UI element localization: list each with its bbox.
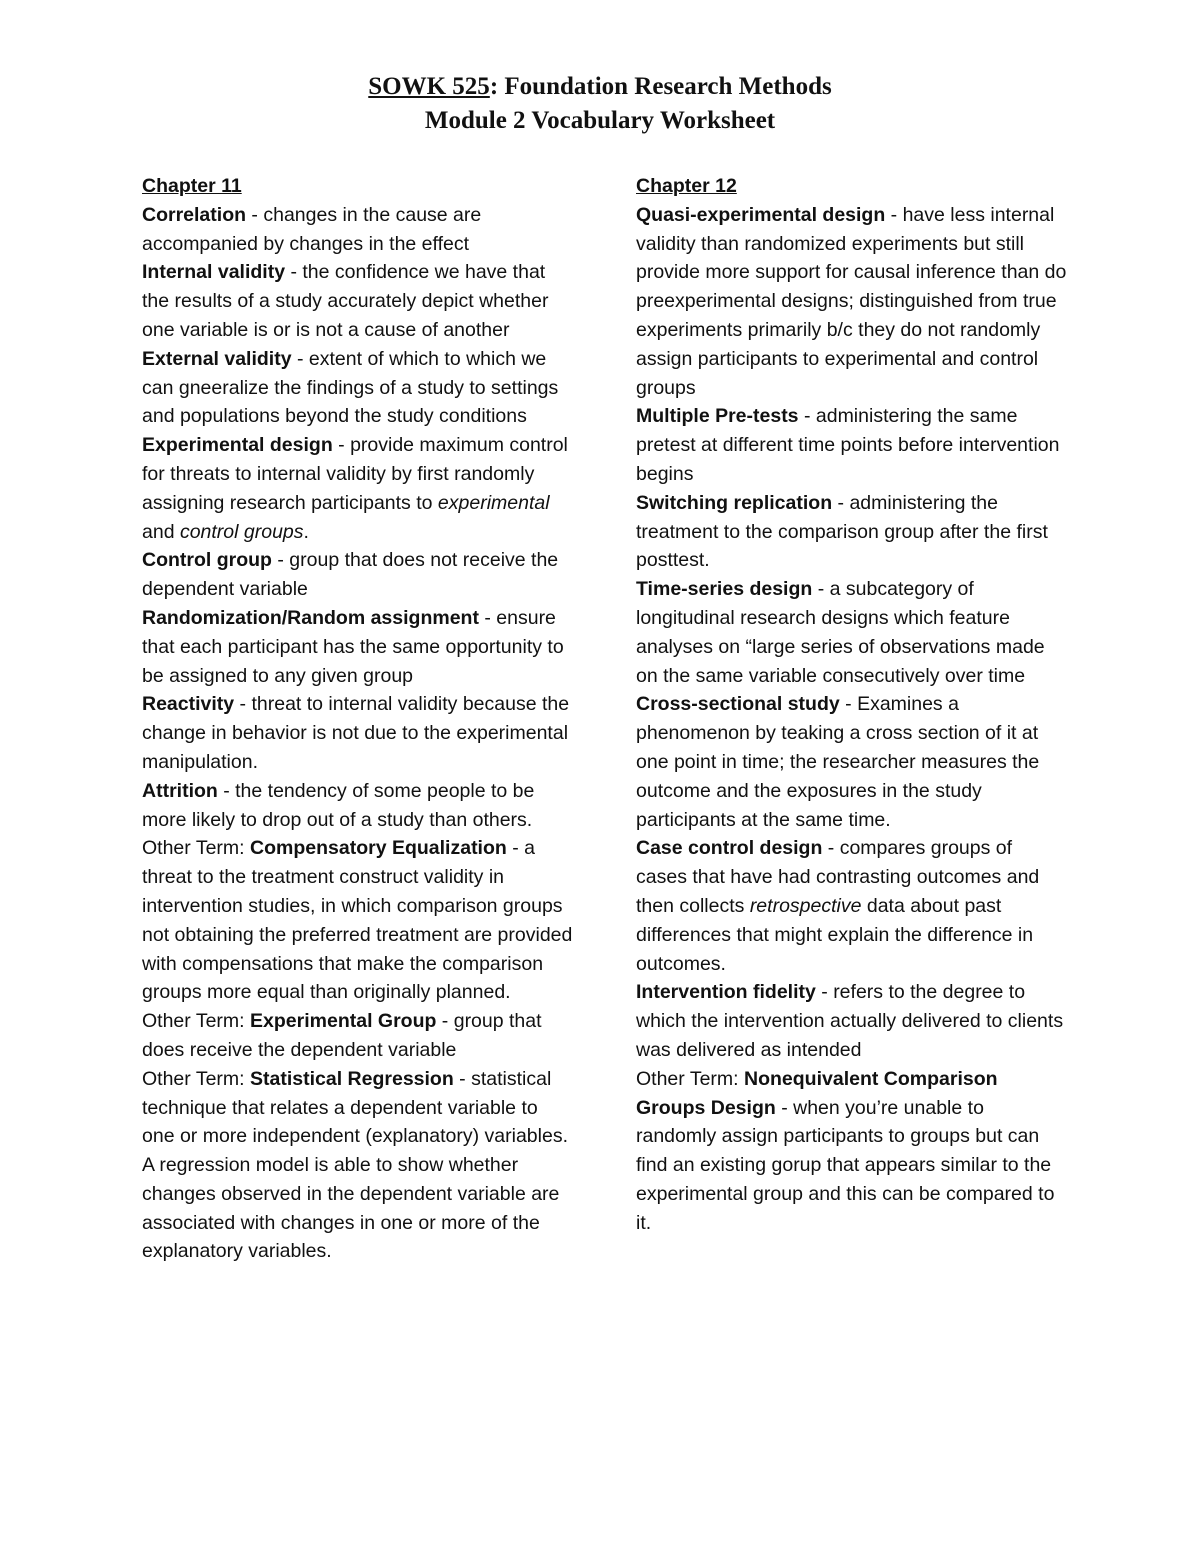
def-control-group: - group that does not receive the dependent variable [142,549,559,601]
entry-correlation [142,201,574,259]
term-experimental-group: Experimental Group [250,1010,437,1033]
entry-time-series [636,575,1068,690]
entry-compensatory-equalization [142,834,574,1007]
def-experimental-design-em-1: experimental [437,491,550,514]
term-correlation: Correlation [142,203,247,226]
other-term-label: Other Term: [142,1067,251,1090]
other-term-label: Other Term: [636,1067,745,1090]
term-switching-replication: Switching replication [636,491,833,514]
def-quasi-experimental: - have less internal validity than randomized experiments but still provide more support for causal inference than do preexperimental designs; distinguished from true experiments primarily b/c they do not randomly assign participants to experimental and control groups [636,203,1067,399]
entry-switching-replication [636,489,1068,575]
term-quasi-experimental: Quasi-experimental design [636,203,886,226]
term-external-validity: External validity [142,347,292,370]
entry-randomization [142,604,574,690]
def-experimental-design: - provide maximum control for threats to internal validity by first randomly assigning research participants to [142,434,568,514]
def-experimental-design-c: . [303,520,309,543]
def-correlation: - changes in the cause are accompanied by changes in the effect [142,203,482,255]
def-case-control-em: retrospective [749,894,862,917]
other-term-label: Other Term: [142,837,251,860]
def-switching-replication: - administering the treatment to the comparison group after the first posttest. [636,491,1048,572]
def-multiple-pretests: - administering the same pretest at different time points before intervention begins [636,405,1060,485]
term-randomization: Randomization/Random assignment [142,606,479,629]
course-code: SOWK 525 [368,73,490,100]
def-statistical-regression: - statistical technique that relates a dependent variable to one or more independent (explanatory) variables. A regression model is able to show whether changes observed in the dependent variable are associated with changes in one or more of the explanatory variables. [142,1067,569,1263]
def-internal-validity: - the confidence we have that the results of a study accurately depict whether one variable is or is not a cause of another [142,261,549,341]
term-multiple-pretests: Multiple Pre-tests [636,405,799,428]
entry-quasi-experimental [636,201,1068,403]
entry-reactivity [142,690,574,776]
term-experimental-design: Experimental design [142,434,333,457]
def-nonequivalent: - when you’re unable to randomly assign participants to groups but can find an existing gorup that appears similar to the experimental group and this can be compared to it. [636,1096,1055,1234]
term-reactivity: Reactivity [142,693,235,716]
entry-case-control [636,834,1068,978]
entry-external-validity [142,345,574,431]
entry-experimental-design [142,431,574,546]
term-attrition: Attrition [142,779,218,802]
left-column [142,172,574,1266]
course-title: : Foundation Research Methods [489,73,832,100]
entry-internal-validity [142,258,574,344]
page-header [0,70,1200,138]
def-experimental-group: - group that does receive the dependent variable [142,1010,542,1061]
entry-statistical-regression [142,1065,574,1267]
entry-attrition [142,777,574,835]
entry-nonequivalent [636,1065,1068,1238]
def-case-control: - compares groups of cases that have had contrasting outcomes and then collects [636,837,1040,917]
page-title [0,70,1200,104]
entry-cross-sectional [636,690,1068,834]
term-intervention-fidelity: Intervention fidelity [636,981,816,1004]
def-compensatory-equalization: - a threat to the treatment construct validity in intervention studies, in which comparison groups not obtaining the preferred treatment are provided with compensations that make the comparison groups more equal than originally planned. [142,837,573,1004]
term-cross-sectional: Cross-sectional study [636,693,840,716]
term-time-series: Time-series design [636,578,813,601]
chapter-11-heading: Chapter 11 [142,175,242,197]
term-statistical-regression: Statistical Regression [250,1067,454,1090]
entry-intervention-fidelity [636,978,1068,1064]
def-reactivity: - threat to internal validity because the change in behavior is not due to the experimental manipulation. [142,693,570,773]
term-internal-validity: Internal validity [142,261,286,284]
def-intervention-fidelity: - refers to the degree to which the intervention actually delivered to clients was delivered as intended [636,981,1064,1061]
def-randomization: - ensure that each participant has the same opportunity to be assigned to any given group [142,606,564,687]
entry-multiple-pretests [636,402,1068,488]
def-experimental-design-b: and [142,520,180,543]
term-case-control: Case control design [636,837,823,860]
entry-experimental-group [142,1007,574,1065]
entry-control-group [142,546,574,604]
page-subtitle: Module 2 Vocabulary Worksheet [424,107,776,134]
other-term-label: Other Term: [142,1010,251,1033]
def-case-control-b: data about past differences that might explain the difference in outcomes. [636,894,1034,975]
def-cross-sectional: - Examines a phenomenon by teaking a cross section of it at one point in time; the researcher measures the outcome and the exposures in the study participants at the same time. [636,693,1040,831]
term-control-group: Control group [142,549,272,572]
term-nonequivalent: Nonequivalent Comparison Groups Design [636,1067,998,1119]
def-external-validity: - extent of which to which we can gneeralize the findings of a study to settings and populations beyond the study conditions [142,347,559,428]
chapter-12-heading: Chapter 12 [636,175,737,197]
def-time-series: - a subcategory of longitudinal research designs which feature analyses on “large series of observations made on the same variable consecutively over time [636,578,1045,687]
def-attrition: - the tendency of some people to be more likely to drop out of a study than others. [142,779,535,831]
def-experimental-design-em-2: control groups [179,520,304,543]
term-compensatory-equalization: Compensatory Equalization [250,837,507,860]
right-column [636,172,1068,1237]
